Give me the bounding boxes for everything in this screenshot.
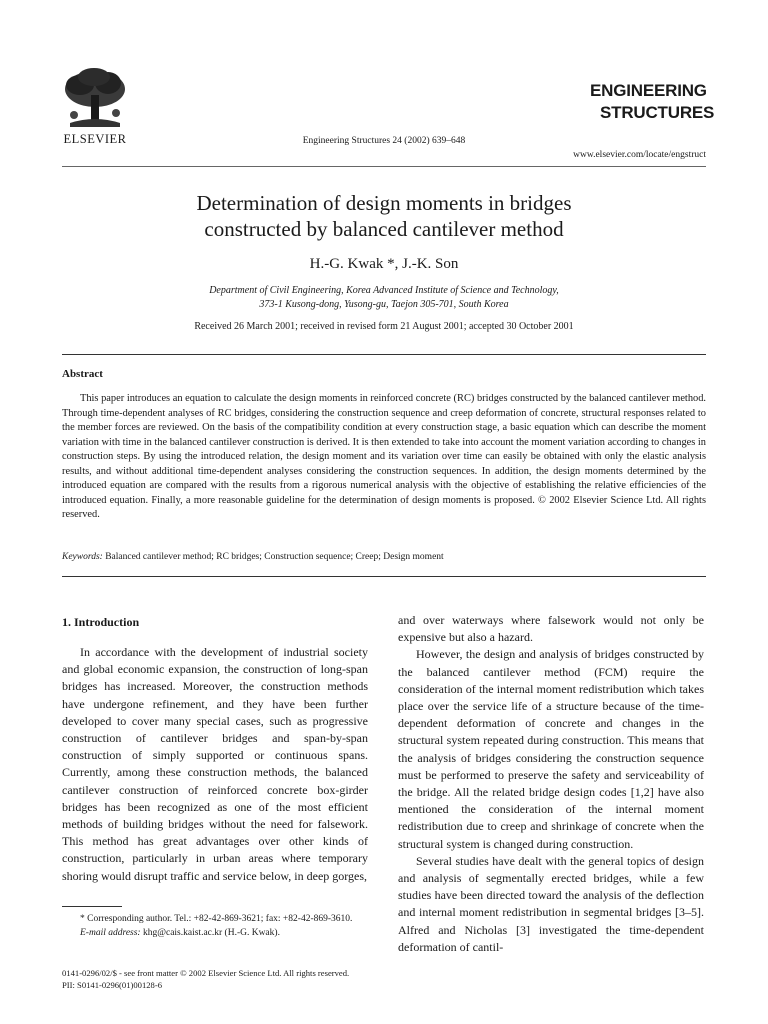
- pii-line: PII: S0141-0296(01)00128-6: [62, 980, 163, 990]
- paragraph: In accordance with the development of industrial society and global economic expansion, the construction of long-span bridges has increased. Moreover, the construction methods have undergone refinement, and they have been further developed to cover many special cases, such as progressive construction of cantilever bridges and span-by-span construction of simply supported or continuous spans. Currently, among these construction methods, the balanced cantilever construction of reinforced concrete box-girder bridges has been recognized as one of the most efficient methods of building bridges without the need for falsework. This method has great advantages over other kinds of construction, particularly in urban areas where temporary shoring would disrupt traffic and service below, in deep gorges,: [62, 645, 368, 883]
- email-note: [62, 926, 368, 940]
- abstract-top-divider: [62, 354, 706, 355]
- abstract-text: This paper introduces an equation to calculate the design moments in reinforced concrete (RC) bridges constructed by the balanced cantilever method. Through time-dependent analyses of RC bridges, considering the construction sequence and creep deformation of concrete, structural responses related to the member forces are reviewed. On the basis of the compatibility condition at every construction stage, a basic equation which can describe the moment variation with time in the balanced cantilever construction is derived. It is then extended to take into account the moment variation according to changes in construction steps. By using the introduced relation, the design moment and its variation over time can easily be obtained with only the elastic analysis results, and without additional time-dependent analyses considering the construction sequences. In addition, the design moments determined by the introduced equation are compared with the results from a rigorous numerical analysis with the objective of establishing the relative efficiencies of the introduced equation. Finally, a more reasonable guideline for the determination of design moments is proposed. © 2002 Elsevier Science Ltd. All rights reserved.: [62, 393, 706, 520]
- email-label: E-mail address:: [80, 928, 141, 938]
- publisher-name: ELSEVIER: [63, 132, 127, 146]
- keywords: [62, 552, 706, 562]
- keywords-label: Keywords:: [62, 552, 103, 562]
- authors: H.-G. Kwak *, J.-K. Son: [309, 256, 459, 272]
- abstract-heading: Abstract: [62, 368, 103, 380]
- paragraph: However, the design and analysis of bridges constructed by the balanced cantilever method (FCM) require the consideration of the internal moment redistribution which takes place over the service life of a structure because of the time-dependent deformation of concrete and changes in the structural system repeated during construction. This means that the analysis of bridges considering the construction sequence must be performed to preserve the safety and serviceability of the bridge. All the related bridge design codes [1,2] have also mentioned the consideration of the internal moment redistribution due to creep and shrinkage of concrete when the structural system is changed during construction.: [398, 647, 704, 851]
- header-divider: [62, 166, 706, 167]
- page-footer: [62, 967, 349, 991]
- affiliation: [0, 284, 768, 311]
- footnote: [62, 912, 368, 940]
- body-column-right: [398, 612, 704, 956]
- journal-url[interactable]: www.elsevier.com/locate/engstruct: [573, 150, 706, 160]
- keywords-list: Balanced cantilever method; RC bridges; Construction sequence; Creep; Design moment: [105, 552, 444, 562]
- journal-logo-line2: STRUCTURES: [600, 103, 715, 122]
- journal-logo: [590, 80, 715, 124]
- abstract-bottom-divider: [62, 576, 706, 577]
- article-dates: Received 26 March 2001; received in revised form 21 August 2001; accepted 30 October 2001: [194, 321, 574, 332]
- journal-logo-line1: ENGINEERING: [590, 81, 707, 100]
- journal-reference: Engineering Structures 24 (2002) 639–648: [302, 136, 466, 146]
- section-heading-introduction: 1. Introduction: [62, 615, 140, 629]
- paragraph: and over waterways where falsework would not only be expensive but also a hazard.: [398, 613, 704, 645]
- paragraph: Several studies have dealt with the general topics of design and analysis of segmentally erected bridges, while a few studies have been directed toward the analysis of the deflection and internal moment redistribution in segmental bridges [3–5]. Alfred and Nicholas [3] investigated the time-dependent deformation of cantil-: [398, 853, 704, 954]
- footnote-divider: [62, 906, 122, 907]
- copyright-line: 0141-0296/02/$ - see front matter © 2002 Elsevier Science Ltd. All rights reserved.: [62, 968, 350, 978]
- affiliation-line-1: Department of Civil Engineering, Korea Advanced Institute of Science and Technology,: [209, 285, 559, 296]
- title-line-1: Determination of design moments in bridges: [196, 191, 572, 215]
- article-title: [0, 190, 768, 242]
- email-address[interactable]: khg@cais.kaist.ac.kr (H.-G. Kwak).: [142, 928, 280, 938]
- corresponding-author-note: * Corresponding author. Tel.: +82-42-869-3621; fax: +82-42-869-3610.: [80, 914, 353, 924]
- title-line-2: constructed by balanced cantilever method: [204, 217, 564, 241]
- body-column-left: [62, 644, 368, 885]
- affiliation-line-2: 373-1 Kusong-dong, Yusong-gu, Taejon 305-701, South Korea: [259, 298, 509, 310]
